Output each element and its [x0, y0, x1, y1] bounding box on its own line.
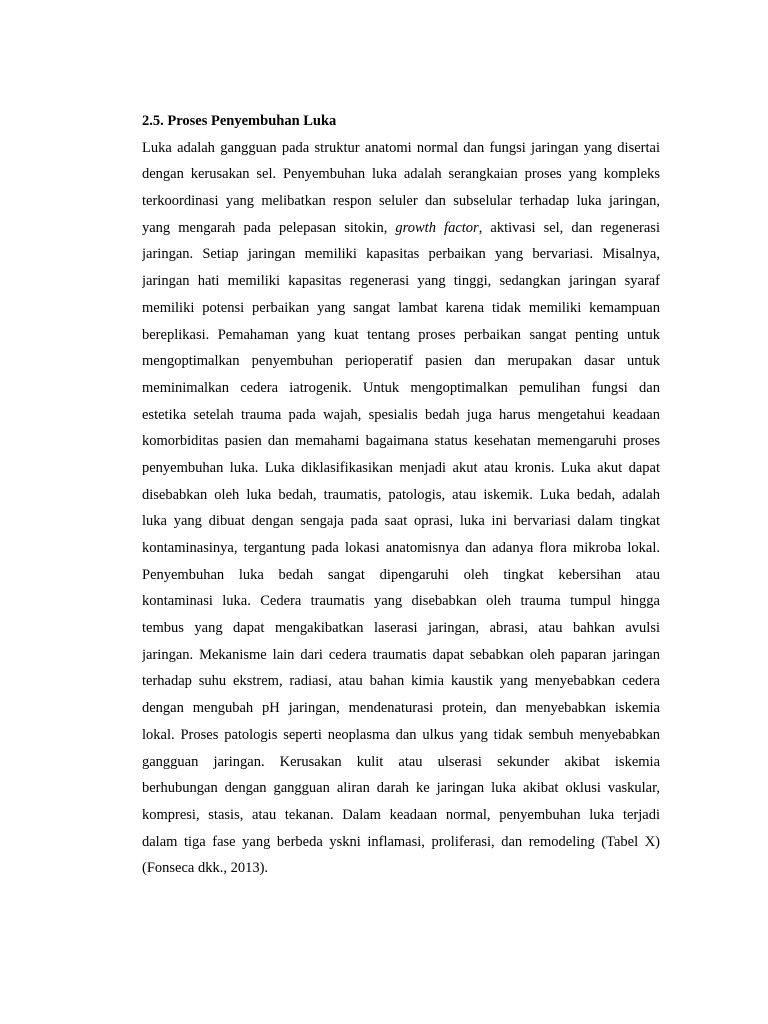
line-text: , aktivasi sel, dan regenerasi [478, 219, 660, 236]
paragraph-line: kontaminasi luka. Cedera traumatis yang disebabkan oleh trauma tumpul hingga [142, 593, 660, 610]
paragraph-line: kompresi, stasis, atau tekanan. Dalam keadaan normal, penyembuhan luka terjadi [142, 806, 660, 823]
paragraph-line: jaringan. Setiap jaringan memiliki kapasitas perbaikan yang bervariasi. Misalnya, [142, 246, 660, 263]
paragraph-line: lokal. Proses patologis seperti neoplasma dan ulkus yang tidak sembuh menyebabkan [142, 726, 660, 743]
paragraph-line: jaringan hati memiliki kapasitas regenerasi yang tinggi, sedangkan jaringan syaraf [142, 273, 660, 290]
paragraph-line: dengan kerusakan sel. Penyembuhan luka adalah serangkaian proses yang kompleks [142, 166, 660, 183]
paragraph-line: estetika setelah trauma pada wajah, spesialis bedah juga harus mengetahui keadaan [142, 406, 660, 423]
document-page [142, 108, 660, 882]
section-heading: 2.5. Proses Penyembuhan Luka [142, 113, 337, 129]
paragraph-line: memiliki potensi perbaikan yang sangat lambat karena tidak memiliki kemampuan [142, 299, 660, 316]
body-paragraph [142, 135, 660, 882]
paragraph-line: tembus yang dapat mengakibatkan laserasi jaringan, abrasi, atau bahkan avulsi [142, 620, 660, 637]
paragraph-line: dalam tiga fase yang berbeda yskni inflamasi, proliferasi, dan remodeling (Tabel X) [142, 833, 660, 850]
paragraph-line: gangguan jaringan. Kerusakan kulit atau ulserasi sekunder akibat iskemia [142, 753, 660, 770]
paragraph-line: (Fonseca dkk., 2013). [142, 860, 269, 877]
paragraph-line: mengoptimalkan penyembuhan perioperatif pasien dan merupakan dasar untuk [142, 353, 660, 370]
paragraph-line: bereplikasi. Pemahaman yang kuat tentang proses perbaikan sangat penting untuk [142, 326, 660, 343]
paragraph-line: Penyembuhan luka bedah sangat dipengaruhi oleh tingkat kebersihan atau [142, 566, 660, 583]
paragraph-line: berhubungan dengan gangguan aliran darah ke jaringan luka akibat oklusi vaskular, [142, 780, 660, 797]
paragraph-line [142, 215, 660, 242]
paragraph-line: disebabkan oleh luka bedah, traumatis, patologis, atau iskemik. Luka bedah, adalah [142, 486, 660, 503]
paragraph-line: terkoordinasi yang melibatkan respon seluler dan subselular terhadap luka jaringan, [142, 193, 660, 210]
paragraph-line: kontaminasinya, tergantung pada lokasi anatomisnya dan adanya flora mikroba lokal. [142, 540, 660, 556]
paragraph-line: terhadap suhu ekstrem, radiasi, atau bahan kimia kaustik yang menyebabkan cedera [142, 673, 660, 690]
paragraph-line: komorbiditas pasien dan memahami bagaimana status kesehatan memengaruhi proses [142, 433, 660, 450]
line-text: yang mengarah pada pelepasan sitokin, [142, 219, 396, 236]
paragraph-line: Luka adalah gangguan pada struktur anatomi normal dan fungsi jaringan yang disertai [142, 139, 660, 156]
paragraph-line: jaringan. Mekanisme lain dari cedera traumatis dapat sebabkan oleh paparan jaringan [142, 646, 660, 663]
paragraph-line: luka yang dibuat dengan sengaja pada saat oprasi, luka ini bervariasi dalam tingkat [142, 513, 660, 530]
paragraph-line: penyembuhan luka. Luka diklasifikasikan menjadi akut atau kronis. Luka akut dapat [142, 459, 660, 476]
paragraph-line: dengan mengubah pH jaringan, mendenaturasi protein, dan menyebabkan iskemia [142, 700, 660, 717]
paragraph-line: meminimalkan cedera iatrogenik. Untuk mengoptimalkan pemulihan fungsi dan [142, 379, 660, 396]
italic-term: growth factor [395, 219, 479, 236]
